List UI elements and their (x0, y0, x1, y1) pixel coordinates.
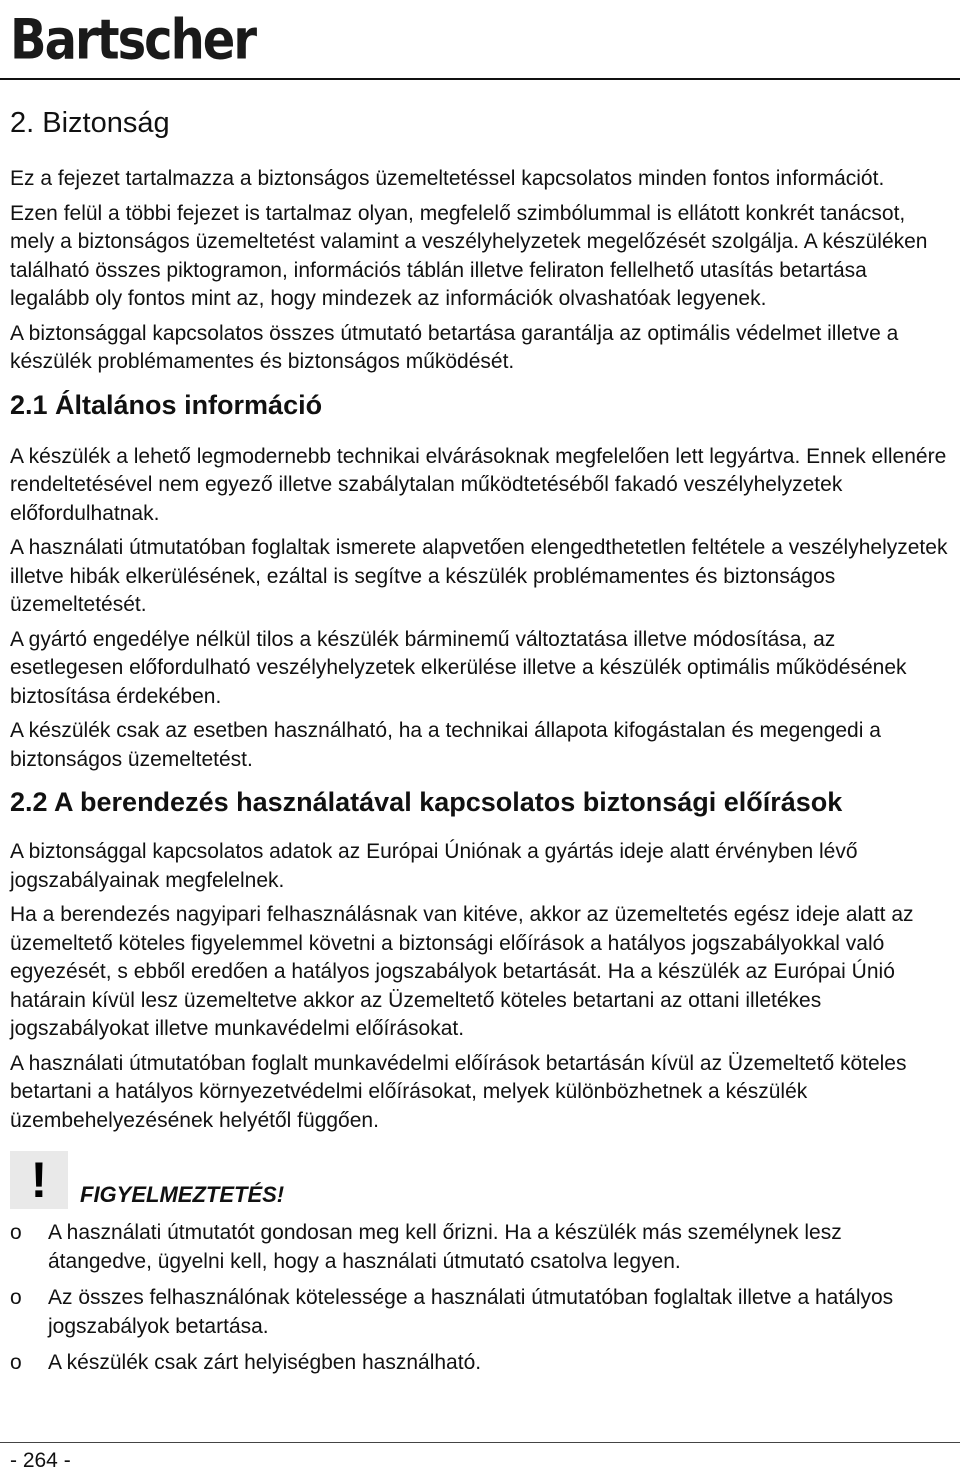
exclamation-icon: ! (10, 1151, 68, 1209)
warning-block (10, 1147, 950, 1209)
warning-list (10, 1219, 950, 1378)
section-heading-safety-rules: 2.2 A berendezés használatával kapcsolatos biztonsági előírások (10, 787, 843, 817)
intro-paragraph: Ez a fejezet tartalmazza a biztonságos üzemeltetéssel kapcsolatos minden fontos információt. (10, 167, 885, 190)
list-item (10, 1349, 950, 1378)
list-item-text: A készülék csak zárt helyiségben használható. (48, 1351, 482, 1374)
warning-title: FIGYELMEZTETÉS! (80, 1182, 285, 1207)
section1-paragraph: A készülék a lehető legmodernebb technikai elvárásoknak megfelelően lett legyártva. Ennek ellenére rendeltetésével nem egyező illetve szabálytalan működtetéséből fakadó veszélyhelyzetek előfordulhatnak. (10, 444, 947, 525)
section1-paragraph: A készülék csak az esetben használható, ha a technikai állapota kifogástalan és megengedi a biztonságos üzemeltetést. (10, 719, 881, 771)
page-footer (0, 1442, 960, 1473)
section1-paragraph: A használati útmutatóban foglaltak ismerete alapvetően elengedthetetlen feltétele a veszélyhelyzetek illetve hibák elkerülésének, ezáltal is segítve a készülék problémamentes és biztonságos üzemeltetését. (10, 536, 948, 616)
list-item-text: A használati útmutatót gondosan meg kell őrizni. Ha a készülék más személynek lesz átangedve, ügyelni kell, hogy a használati útmutató csatolva legyen. (48, 1221, 842, 1273)
document-body (10, 103, 950, 1386)
bullet-icon: o (10, 1286, 22, 1309)
header-rule (0, 78, 960, 80)
bartscher-logo (10, 4, 256, 76)
section2-paragraph: A használati útmutatóban foglalt munkavédelmi előírások betartásán kívül az Üzemeltető köteles betartani a hatályos környezetvédelmi előírásokat, melyek különbözhetnek a készülék üzembehelyezésének helyétől függően. (10, 1051, 907, 1132)
section2-paragraph: A biztonsággal kapcsolatos adatok az Európai Úniónak a gyártás ideje alatt érvényben lévő jogszabályainak megfelelnek. (10, 840, 858, 892)
page-title: 2. Biztonság (10, 107, 170, 139)
section-heading-general: 2.1 Általános információ (10, 389, 323, 420)
intro-paragraph: Ezen felül a többi fejezet is tartalmaz olyan, megfelelő szimbólummal is ellátott konkrét tanácsot, mely a biztonságos üzemeltetést valamint a veszélyhelyzetek megelőzését szolgálja. A készüléken található összes piktogramon, információs táblán illetve feliraton fellelhető utasítás betartása legalább oly fontos mint az, hogy mindezek az információk olvashatóak legyenek. (10, 201, 928, 310)
section1-paragraph: A gyártó engedélye nélkül tilos a készülék bárminemű változtatása illetve módosítása, az esetlegesen előfordulható veszélyhelyzetek elkerülése illetve a készülék optimális működésének biztosítása érdekében. (10, 627, 907, 708)
list-item (10, 1284, 950, 1341)
section2-paragraph: Ha a berendezés nagyipari felhasználásnak van kitéve, akkor az üzemeltetés egész ideje alatt az üzemeltető köteles figyelemmel követni a biztonsági előírások a hatályos jogszabályokkal való egyezését, s ebből eredően a hatályos jogszabályok betartását. Ha a készülék az Európai Únió határain kívül lesz üzemeltetve akkor az Üzemeltető köteles betartani az ottani illetékes jogszabályokat illetve munkavédelmi előírásokat. (10, 903, 914, 1040)
bullet-icon: o (10, 1221, 22, 1244)
logo-wordmark: Bartscher (10, 7, 256, 73)
list-item (10, 1219, 950, 1276)
list-item-text: Az összes felhasználónak kötelessége a használati útmutatóban foglaltak illetve a hatályos jogszabályok betartása. (48, 1286, 894, 1338)
page-number: - 264 - (10, 1449, 71, 1472)
bullet-icon: o (10, 1351, 22, 1374)
intro-paragraph: A biztonsággal kapcsolatos összes útmutató betartása garantálja az optimális védelmet illetve a készülék problémamentes és biztonságos működését. (10, 321, 899, 373)
